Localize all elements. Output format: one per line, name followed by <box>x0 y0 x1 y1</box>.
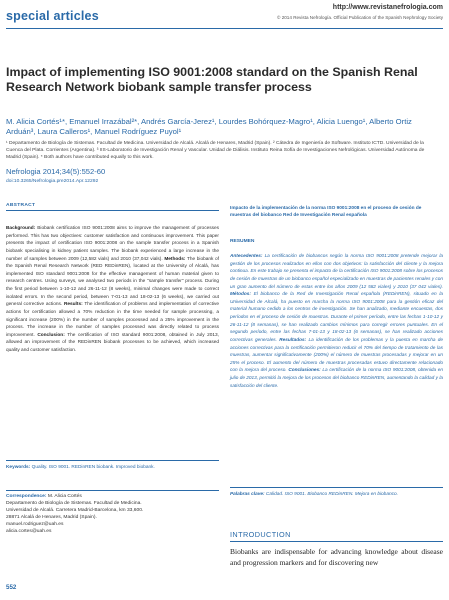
author-list: M. Alicia Cortés¹*, Emanuel Irrazábal²*, Andrés García-Jerez¹, Lourdes Bohórquez-Magro¹, Alicia Luengo¹, Alberto Ortiz Arduán³, Laura Calleros¹, Manuel Rodríguez Puyol¹ <box>6 117 412 137</box>
site-url-link[interactable]: http://www.revistanefrologia.com <box>332 4 443 11</box>
methods-text: The biobank of the Spanish Renal Research Network (RED REDinREN), located at the University of Alcalá, has implemented ISO standard 9001:2008 for the effective management of human material given to research centres. Using surveys, we analysed two periods in the "sample transfer" process. During the first period between 1-10-12 and 26-11-12 (8 weeks), minimal changes were made to correct isolated errors. In the second period, between 7-01-13 and 18-02-13 (6 weeks), we carried out general corrective actions. <box>6 256 219 308</box>
metodos-label: Métodos: <box>230 291 251 297</box>
header-divider <box>6 28 443 29</box>
keywords <box>6 464 219 472</box>
correspondence-email[interactable]: manuel.rodriguez@uah.es <box>6 521 64 527</box>
keywords-divider <box>6 460 219 461</box>
palabras-clave <box>230 491 443 499</box>
conclusiones-label: Conclusiones: <box>288 367 321 373</box>
metodos-text: El biobanco de la Red de Investigación Renal española (REDinREN), situado en la Universidad de Alcalá, ha puesto en marcha la norma ISO 9001:2008 para la gestión eficaz del material humano cedido a los centros de investigación. Se han analizado, mediante encuestas, dos períodos en el proceso de cesión de muestras. Durante el primer período, entre las fechas 1-10-12 y 26-11-12 (8 semanas), se han realizado cambios mínimos para corregir errores puntuales. En el segundo período, entre las fechas 7-01-13 y 18-02-13 (6 semanas), se han realizado acciones correctivas generales. <box>230 291 443 342</box>
spanish-title: Impacto de la implementación de la norma ISO 9001:2008 en el proceso de cesión de muestras del biobanco Red de Investigación Renal española <box>230 206 422 219</box>
correspondence-block <box>6 494 219 535</box>
palabras-divider <box>230 487 443 488</box>
conclusiones-text: La certificación de la norma ISO 9001:2008, obtenida en julio de 2013, permitió la mejora de los procesos del biobanco REDinREN, aumentando la calidad y la satisfacción del cliente. <box>230 367 444 388</box>
journal-line: © 2014 Revista Nefrología. Official Publication of the Spanish Nephrology Society <box>277 15 443 20</box>
section-label: special articles <box>6 9 99 23</box>
page-number: 552 <box>6 584 17 591</box>
correspondence-line: Departamento de Biología de Sistemas. Facultad de Medicina. <box>6 500 142 506</box>
background-label: Background: <box>6 226 36 231</box>
results-text: The identification of problems and implementation of corrective actions for certification allowed a 70% reduction in the time needed for sample processing, a significant increase (200%) in the number of samples processed and a 25% improvement in the process. The increase in the number of samples processed was directly related to process improvement. <box>6 302 220 338</box>
resumen-body <box>230 252 443 389</box>
resultados-label: Resultados: <box>279 336 307 342</box>
abstract-body <box>6 225 219 355</box>
abstract-heading: ABSTRACT <box>6 203 36 208</box>
introduction-divider <box>230 541 443 542</box>
introduction-heading: INTRODUCTION <box>230 530 291 539</box>
correspondence-line: Universidad de Alcalá. Carretera Madrid-Barcelona, km 33,600. <box>6 507 144 513</box>
correspondence-name: M. Alicia Cortés <box>47 494 82 499</box>
abstract-heading-block <box>6 203 219 211</box>
citation: Nefrologia 2014;34(5):552-60 <box>6 167 106 176</box>
article-title: Impact of implementing ISO 9001:2008 standard on the Spanish Renal Research Network biobank sample transfer process <box>6 65 418 94</box>
resultados-text: La identificación de los problemas y la puesta en marcha de acciones correctivas para la certificación permitieron reducir el 70% del tiempo de tratamiento de las muestras, aumentar significativamente (200%) el número de muestras procesadas y mejorar en un 25% el proceso. El aumento del número de muestras procesadas estuvo directamente relacionado con la mejora del proceso. <box>230 336 444 373</box>
correspondence-line: 28871 Alcalá de Henares, Madrid (Spain). <box>6 514 97 520</box>
abstract-divider <box>6 210 219 211</box>
conclusion-label: Conclusion: <box>37 332 65 338</box>
page-header <box>0 0 449 40</box>
antecedentes-label: Antecedentes: <box>230 253 263 258</box>
doi-link[interactable]: doi:10.3265/Nefrologia.pre2014.Apr.12292 <box>6 179 99 184</box>
results-label: Results: <box>63 302 83 308</box>
methods-label: Methods: <box>164 256 186 262</box>
introduction-text: Biobanks are indispensable for advancing knowledge about disease and progression markers and for discovering new <box>230 547 443 567</box>
resumen-heading: RESUMEN <box>230 239 255 244</box>
keywords-text: Quality. ISO 9001. REDinREN biobank. Improved biobank. <box>31 465 155 470</box>
palabras-text: Calidad. ISO 9001. Biobanco REDinREN. Mejora en biobanco. <box>265 492 398 497</box>
palabras-label: Palabras clave: <box>230 492 265 497</box>
correspondence-divider <box>6 490 219 491</box>
affiliations: ¹ Departamento de Biología de Sistemas. Facultad de Medicina. Universidad de Alcalá. Alcalá de Henares, Madrid (Spain). ² Cátedra de Ingeniería de Software. Instituto ICTD. Universidad de la Cuenca del Plata. Corrientes (Argentina). ³ IIS-Laboratorio de Investigación Renal y Vascular. Unidad de Diálisis. Instituto Reina Sofía de Investigaciones Nefrológicas. Universidad Autónoma de Madrid (Spain). * Both authors have contributed equally to this work. <box>6 141 425 161</box>
keywords-label: Keywords: <box>6 465 31 470</box>
antecedentes-text: La certificación de biobancos según la norma ISO 9001:2008 pretende mejorar la gestión de los procesos realizados en ellos con dos objetivos: la satisfacción del cliente y la mejora continua. En este trabajo se presenta el impacto de la certificación ISO 9001:2008 sobre los procesos de cesión de muestras de un biobanco español especializado en muestras de pacientes renales y con un gran aumento del número de estas entre los años 2009 (12 582 viales) y 2010 (37 042 viales). <box>230 253 444 289</box>
conclusion-text: The certification of ISO standard 9001:2008, obtained in July 2013, allowed an improvement of the REDinREN biobank processes to be achieved, which increased quality and customer satisfaction. <box>6 332 220 353</box>
correspondence-email[interactable]: alicia.cortes@uah.es <box>6 528 52 534</box>
correspondence-label: Correspondence: <box>6 494 47 499</box>
background-text: Biobank certification ISO 9001:2008 aims to improve the management of processes performed. This has two objectives: customer satisfaction and continuous improvement. This paper presents the impact of certification ISO 9001:2008 on the sample transfer process in a Spanish biobank specialising in kidney patient samples. The biobank experienced a large increase in the number of samples between 2009 (12,582 vials) and 2010 (37,042 vials). <box>6 226 219 262</box>
